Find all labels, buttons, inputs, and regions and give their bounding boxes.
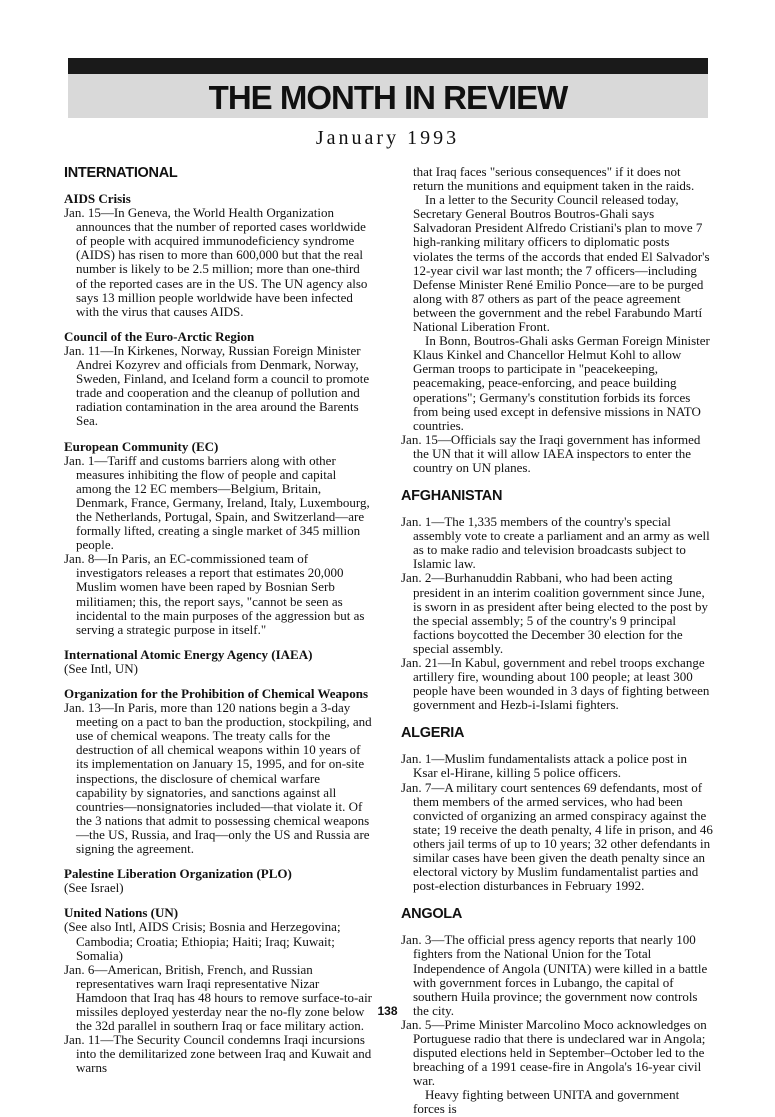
topic-title: International Atomic Energy Agency (IAEA) <box>64 646 313 662</box>
section-heading-international: INTERNATIONAL <box>64 165 178 181</box>
issue-date: January 1993 <box>315 127 460 149</box>
masthead-rule <box>68 58 708 74</box>
topic-iaea <box>64 648 372 676</box>
right-column <box>401 165 713 1117</box>
topic-united-nations <box>64 906 372 1075</box>
news-entry: Jan. 21—In Kabul, government and rebel troops exchange artillery fire, wounding about 100 people; at least 300 people have been wounded in 3 days of fighting between government and Hezb-i-Islami fighters. <box>401 655 710 713</box>
section-heading-afghanistan: AFGHANISTAN <box>401 488 503 505</box>
news-entry: Jan. 15—Officials say the Iraqi government has informed the UN that it will allow IAEA inspectors to enter the country on UN planes. <box>401 431 701 475</box>
topic-title: European Community (EC) <box>64 438 219 454</box>
topic-title: United Nations (UN) <box>64 905 179 921</box>
news-entry-continuation: that Iraq faces "serious consequences" if it does not return the munitions and equipment taken in the raids. <box>413 164 695 194</box>
news-entry: Jan. 1—Muslim fundamentalists attack a police post in Ksar el-Hirane, killing 5 police officers. <box>401 751 687 781</box>
left-column <box>64 165 372 1086</box>
news-entry: Jan. 1—The 1,335 members of the country's special assembly vote to create a parliament and an army as well as to make radio and television broadcasts subject to Islamic law. <box>401 514 710 572</box>
news-entry: Jan. 5—Prime Minister Marcolino Moco acknowledges on Portuguese radio that there is undeclared war in Angola; disputed elections held in September–October led to the breaching of a 1991 cease-fire in Angola's 16-year civil war. <box>401 1016 707 1089</box>
news-entry: Jan. 1—Tariff and customs barriers along with other measures inhibiting the flow of people and capital among the 12 EC members—Belgium, Britain, Denmark, France, Germany, Ireland, Italy, Luxembourg, the Netherlands, Portugal, Spain, and Switzerland—are formally lifted, creating a single market of 345 million people. <box>64 452 370 553</box>
news-entry: Jan. 15—In Geneva, the World Health Organization announces that the number of reported cases worldwide of people with acquired immunodeficiency syndrome (AIDS) has risen to more than 600,000 but that the real number is likely to be 2.5 million; more than one-third of the reported cases are in the US. The UN agency also says 13 million people worldwide have been infected with the virus that causes AIDS. <box>64 205 368 319</box>
topic-title: Palestine Liberation Organization (PLO) <box>64 866 292 882</box>
masthead-banner <box>68 58 708 118</box>
news-entry: Jan. 2—Burhanuddin Rabbani, who had been acting president in an interim coalition government since June, is sworn in as president after being elected to the post by the special assembly; 5 of the country's 9 principal factions boycotted the December 30 election for the special assembly. <box>401 570 708 656</box>
news-entry: Jan. 11—In Kirkenes, Norway, Russian Foreign Minister Andrei Kozyrev and officials from Denmark, Norway, Sweden, Finland, and Iceland form a council to promote trade and cooperation and the cleanup of pollution and radiation contamination in the area around the Barents Sea. <box>64 342 370 429</box>
news-entry: Jan. 3—The official press agency reports that nearly 100 fighters from the National Union for the Total Independence of Angola (UNITA) were killed in a battle with government forces in Lubango, the capital of southern Huila province; the government now controls the city. <box>401 932 708 1018</box>
topic-title: Council of the Euro-Arctic Region <box>64 328 255 344</box>
news-entry: Jan. 11—The Security Council condemns Iraqi incursions into the demilitarized zone between Iraq and Kuwait and warns <box>64 1032 372 1076</box>
news-paragraph: Heavy fighting between UNITA and government forces is <box>413 1087 680 1117</box>
topic-chemical-weapons <box>64 687 372 856</box>
page-title: THE MONTH IN REVIEW <box>208 79 568 116</box>
section-heading-angola: ANGOLA <box>401 906 463 923</box>
topic-european-community <box>64 440 372 637</box>
topic-title: Organization for the Prohibition of Chemical Weapons <box>64 686 369 701</box>
news-entry: Jan. 6—American, British, French, and Russian representatives warn Iraqi representative Nizar Hamdoon that Iraq has 48 hours to remove surface-to-air missiles deployed yesterday near the no-fly zone below the 32d parallel in southern Iraq or face military action. <box>64 961 373 1034</box>
news-entry: Jan. 7—A military court sentences 69 defendants, most of them members of the armed services, who had been convicted of organizing an armed conspiracy against the state; 19 receive the death penalty, 4 life in prison, and 46 others jail terms of up to 10 years; 32 other defendants in similar cases have been given the death penalty since an electoral victory by Muslim fundamentalist parties and post-election disturbances in February 1992. <box>401 779 713 894</box>
news-entry: Jan. 8—In Paris, an EC-commissioned team of investigators releases a report that estimates 20,000 Muslim women have been raped by Bosnian Serb militiamen; this, the report says, "cannot be seen as incidental to the main purposes of the aggression but as serving a strategic purpose in itself." <box>64 551 365 637</box>
page-number: 138 <box>377 1004 398 1018</box>
cross-reference: (See also Intl, AIDS Crisis; Bosnia and Herzegovina; Cambodia; Croatia; Ethiopia; Haiti; Iraq; Kuwait; Somalia) <box>64 919 341 963</box>
news-paragraph: In Bonn, Boutros-Ghali asks German Foreign Minister Klaus Kinkel and Chancellor Helmut Kohl to allow German troops to participate in "peacekeeping, peacemaking, peace-enforcing, and peace building operations"; Germany's constitution forbids its forces from being used except in defensive missions in NATO countries. <box>413 333 710 433</box>
topic-euro-arctic <box>64 330 372 429</box>
cross-reference: (See Israel) <box>64 880 124 896</box>
news-paragraph: In a letter to the Security Council released today, Secretary General Boutros Boutros-Ghali says Salvadoran President Alfredo Cristiani's plan to move 7 high-ranking military officers to diplomatic posts violates the terms of the accords that ended El Salvador's 12-year civil war last month; the 7 officers—including Defense Minister René Emilio Ponce—are to be purged along with 87 others as part of the peace agreement between the government and the rebel Farabundo Martí National Liberation Front. <box>413 192 710 335</box>
topic-plo <box>64 867 372 895</box>
topic-aids-crisis <box>64 192 372 319</box>
cross-reference: (See Intl, UN) <box>64 660 139 676</box>
topic-title: AIDS Crisis <box>64 191 131 206</box>
section-heading-algeria: ALGERIA <box>401 725 465 742</box>
news-entry: Jan. 13—In Paris, more than 120 nations begin a 3-day meeting on a pact to ban the production, stockpiling, and use of chemical weapons. The treaty calls for the destruction of all chemical weapons within 10 years of its implementation on January 15, 1995, and for on-site inspections, the disclosure of chemical warfare capability by signatories, and sanctions against all countries—nonsignatories included—that violate it. Of the 3 nations that admit to possessing chemical weapons—the US, Russia, and Iraq—only the US and Russia are signing the agreement. <box>64 700 372 857</box>
